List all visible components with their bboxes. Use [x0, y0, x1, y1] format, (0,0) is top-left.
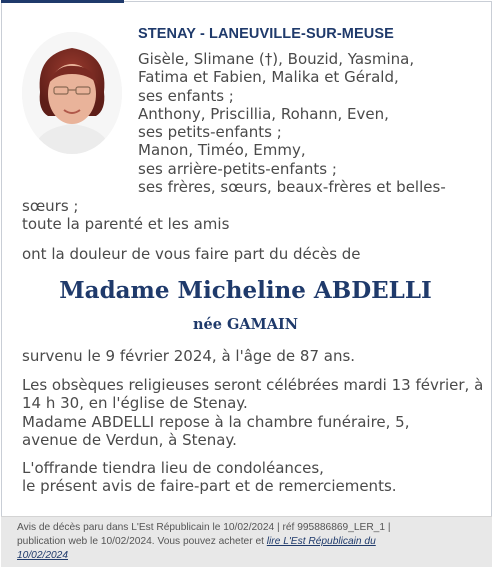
family-continuation-line: sœurs ;: [22, 197, 79, 215]
closing-text: [22, 459, 482, 496]
funeral-line: Les obsèques religieuses seront célébrées mardi 13 février, à: [22, 376, 484, 394]
closing-line: L'offrande tiendra lieu de condoléances,: [22, 459, 324, 477]
family-continuation-line: toute la parenté et les amis: [22, 215, 230, 233]
family-line: Anthony, Priscillia, Rohann, Even,: [138, 104, 389, 123]
death-info: survenu le 9 février 2024, à l'âge de 87 ans.: [22, 347, 356, 365]
footer-line-2: publication web le 10/02/2024. Vous pouvez acheter et: [17, 536, 267, 547]
deceased-name: Madame Micheline ABDELLI: [59, 277, 432, 304]
family-line: Gisèle, Slimane (†), Bouzid, Yasmina,: [138, 50, 415, 68]
family-line: ses arrière-petits-enfants ;: [138, 159, 337, 178]
top-accent-bar: [1, 0, 124, 3]
buy-newspaper-link[interactable]: lire L'Est Républicain du: [266, 536, 376, 547]
family-line: Manon, Timéo, Emmy,: [138, 141, 306, 160]
family-list: [138, 50, 483, 196]
buy-newspaper-link-date[interactable]: 10/02/2024: [17, 550, 68, 561]
birth-name: née GAMAIN: [192, 316, 298, 333]
footer-line-1: Avis de décès paru dans L'Est Républicain le 10/02/2024 | réf 995886869_LER_1 |: [17, 522, 391, 533]
announcement-text: ont la douleur de vous faire part du décès de: [22, 245, 361, 263]
family-line: ses frères, sœurs, beaux-frères et belles-: [138, 178, 446, 197]
closing-line: le présent avis de faire-part et de remerciements.: [22, 477, 397, 496]
portrait-photo: [22, 32, 122, 154]
family-line: ses petits-enfants ;: [138, 123, 282, 142]
funeral-line: Madame ABDELLI repose à la chambre funéraire, 5,: [22, 412, 410, 431]
publication-footer: [1, 516, 492, 567]
family-line: Fatima et Fabien, Malika et Gérald,: [138, 68, 399, 87]
funeral-details: [22, 376, 482, 449]
family-line: ses enfants ;: [138, 86, 234, 105]
funeral-line: avenue de Verdun, à Stenay.: [22, 430, 237, 449]
funeral-line: 14 h 30, en l'église de Stenay.: [22, 394, 248, 413]
location-heading: STENAY - LANEUVILLE-SUR-MEUSE: [138, 26, 394, 42]
